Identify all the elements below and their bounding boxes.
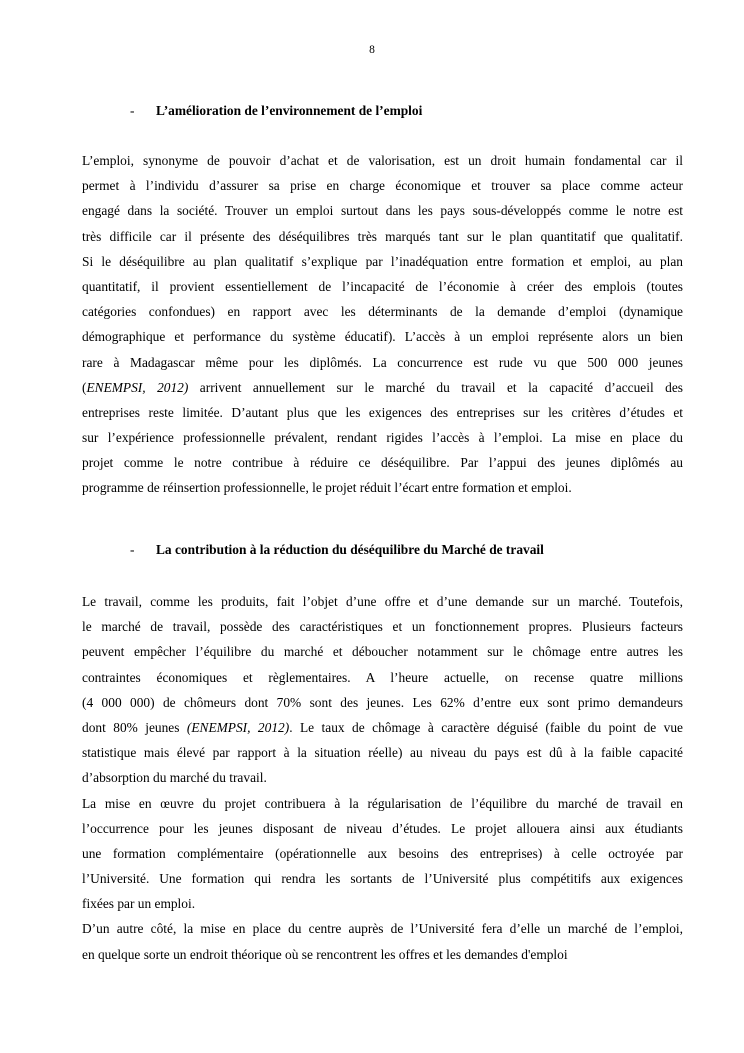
text-fragment: ( — [82, 379, 87, 395]
text-fragment: arrivent annuellement sur le marché du travail et la capacité d’accueil des — [188, 379, 684, 395]
text-line: peuvent empêcher l’équilibre du marché et déboucher notamment sur le chômage entre autres les — [82, 644, 683, 660]
text-line: La mise en œuvre du projet contribuera à la régularisation de l’équilibre du marché de travail en — [82, 795, 683, 811]
text-line: l’Université. Une formation qui rendra les sortants de l’Université plus compétitifs aux exigences — [82, 871, 683, 887]
heading-title: L’amélioration de l’environnement de l’emploi — [156, 103, 423, 118]
text-line: d’absorption du marché du travail. — [82, 770, 267, 786]
text-line: l’occurrence pour les jeunes disposant de niveau d’études. Le projet allouera ainsi aux étudiants — [82, 820, 683, 836]
text-line: Le travail, comme les produits, fait l’objet d’une offre et d’une demande sur un marché. Toutefois, — [82, 594, 683, 609]
text-line-with-citation — [82, 715, 683, 740]
paragraph-emploi — [82, 148, 683, 501]
text-fragment: dont 80% jeunes — [82, 719, 187, 735]
text-line: contraintes économiques et règlementaires. A l’heure actuelle, on recense quatre millions — [82, 669, 683, 685]
text-line: en quelque sorte un endroit théorique où se rencontrent les offres et les demandes d'emploi — [82, 946, 568, 962]
text-line: sur l’expérience professionnelle prévalent, rendant rigides l’accès à l’emploi. La mise en place du — [82, 430, 683, 446]
text-line: entreprises reste limitée. D’autant plus que les exigences des entreprises sur les critères d’études et — [82, 404, 683, 420]
citation: ENEMPSI, 2012) — [86, 379, 189, 395]
text-line: une formation complémentaire (opérationnelle aux besoins des entreprises) à celle octroyée par — [82, 845, 683, 861]
text-line: quantitatif, il provient essentiellement de l’incapacité de l’économie à créer des emplois (toutes — [82, 278, 683, 294]
text-line: rare à Madagascar même pour les diplômés. La concurrence est rude vu que 500 000 jeunes — [82, 354, 683, 370]
text-line: fixées par un emploi. — [82, 896, 196, 912]
paragraph-marche — [82, 589, 683, 967]
text-line: D’un autre côté, la mise en place du centre auprès de l’Université fera d’elle un marché de l’emploi, — [82, 921, 683, 937]
section-heading-marche — [130, 542, 544, 558]
heading-bullet-dash: - — [130, 542, 135, 557]
text-line: Si le déséquilibre au plan qualitatif s’explique par l’inadéquation entre formation et emploi, au plan — [82, 253, 683, 269]
text-line: catégories confondues) en rapport avec les déterminants de la demande d’emploi (dynamique — [82, 304, 683, 320]
text-line: engagé dans la société. Trouver un emploi surtout dans les pays sous-développés comme le notre est — [82, 203, 683, 219]
section-heading-emploi — [130, 103, 422, 119]
text-line: le marché de travail, possède des caractéristiques et un fonctionnement propres. Plusieurs facteurs — [82, 619, 683, 635]
text-line-with-citation — [82, 375, 683, 400]
heading-bullet-dash: - — [130, 103, 135, 118]
citation: (ENEMPSI, 2012) — [186, 719, 290, 735]
text-line: L’emploi, synonyme de pouvoir d’achat et de valorisation, est un droit humain fondamental car il — [82, 153, 683, 168]
text-line: permet à l’individu d’assurer sa prise en charge économique et trouver sa place comme acteur — [82, 178, 683, 194]
text-line: très difficile car il présente des déséquilibres très marqués tant sur le plan quantitatif que qualitatif. — [82, 228, 683, 244]
text-line: (4 000 000) de chômeurs dont 70% sont des jeunes. Les 62% d’entre eux sont primo demandeurs — [82, 694, 683, 710]
page-number: 8 — [369, 44, 375, 56]
text-line: programme de réinsertion professionnelle, le projet réduit l’écart entre formation et emploi. — [82, 480, 572, 496]
text-line: démographique et performance du système éducatif). L’accès à un emploi représente alors un bien — [82, 329, 683, 345]
text-fragment: . Le taux de chômage à caractère déguisé (faible du point de vue — [289, 719, 683, 735]
heading-title: La contribution à la réduction du déséquilibre du Marché de travail — [156, 542, 544, 557]
text-line: projet comme le notre contribue à réduire ce déséquilibre. Par l’appui des jeunes diplômés au — [82, 455, 683, 471]
text-line: statistique mais élevé par rapport à la situation réelle) au niveau du pays est dû à la faible capacité — [82, 745, 683, 761]
